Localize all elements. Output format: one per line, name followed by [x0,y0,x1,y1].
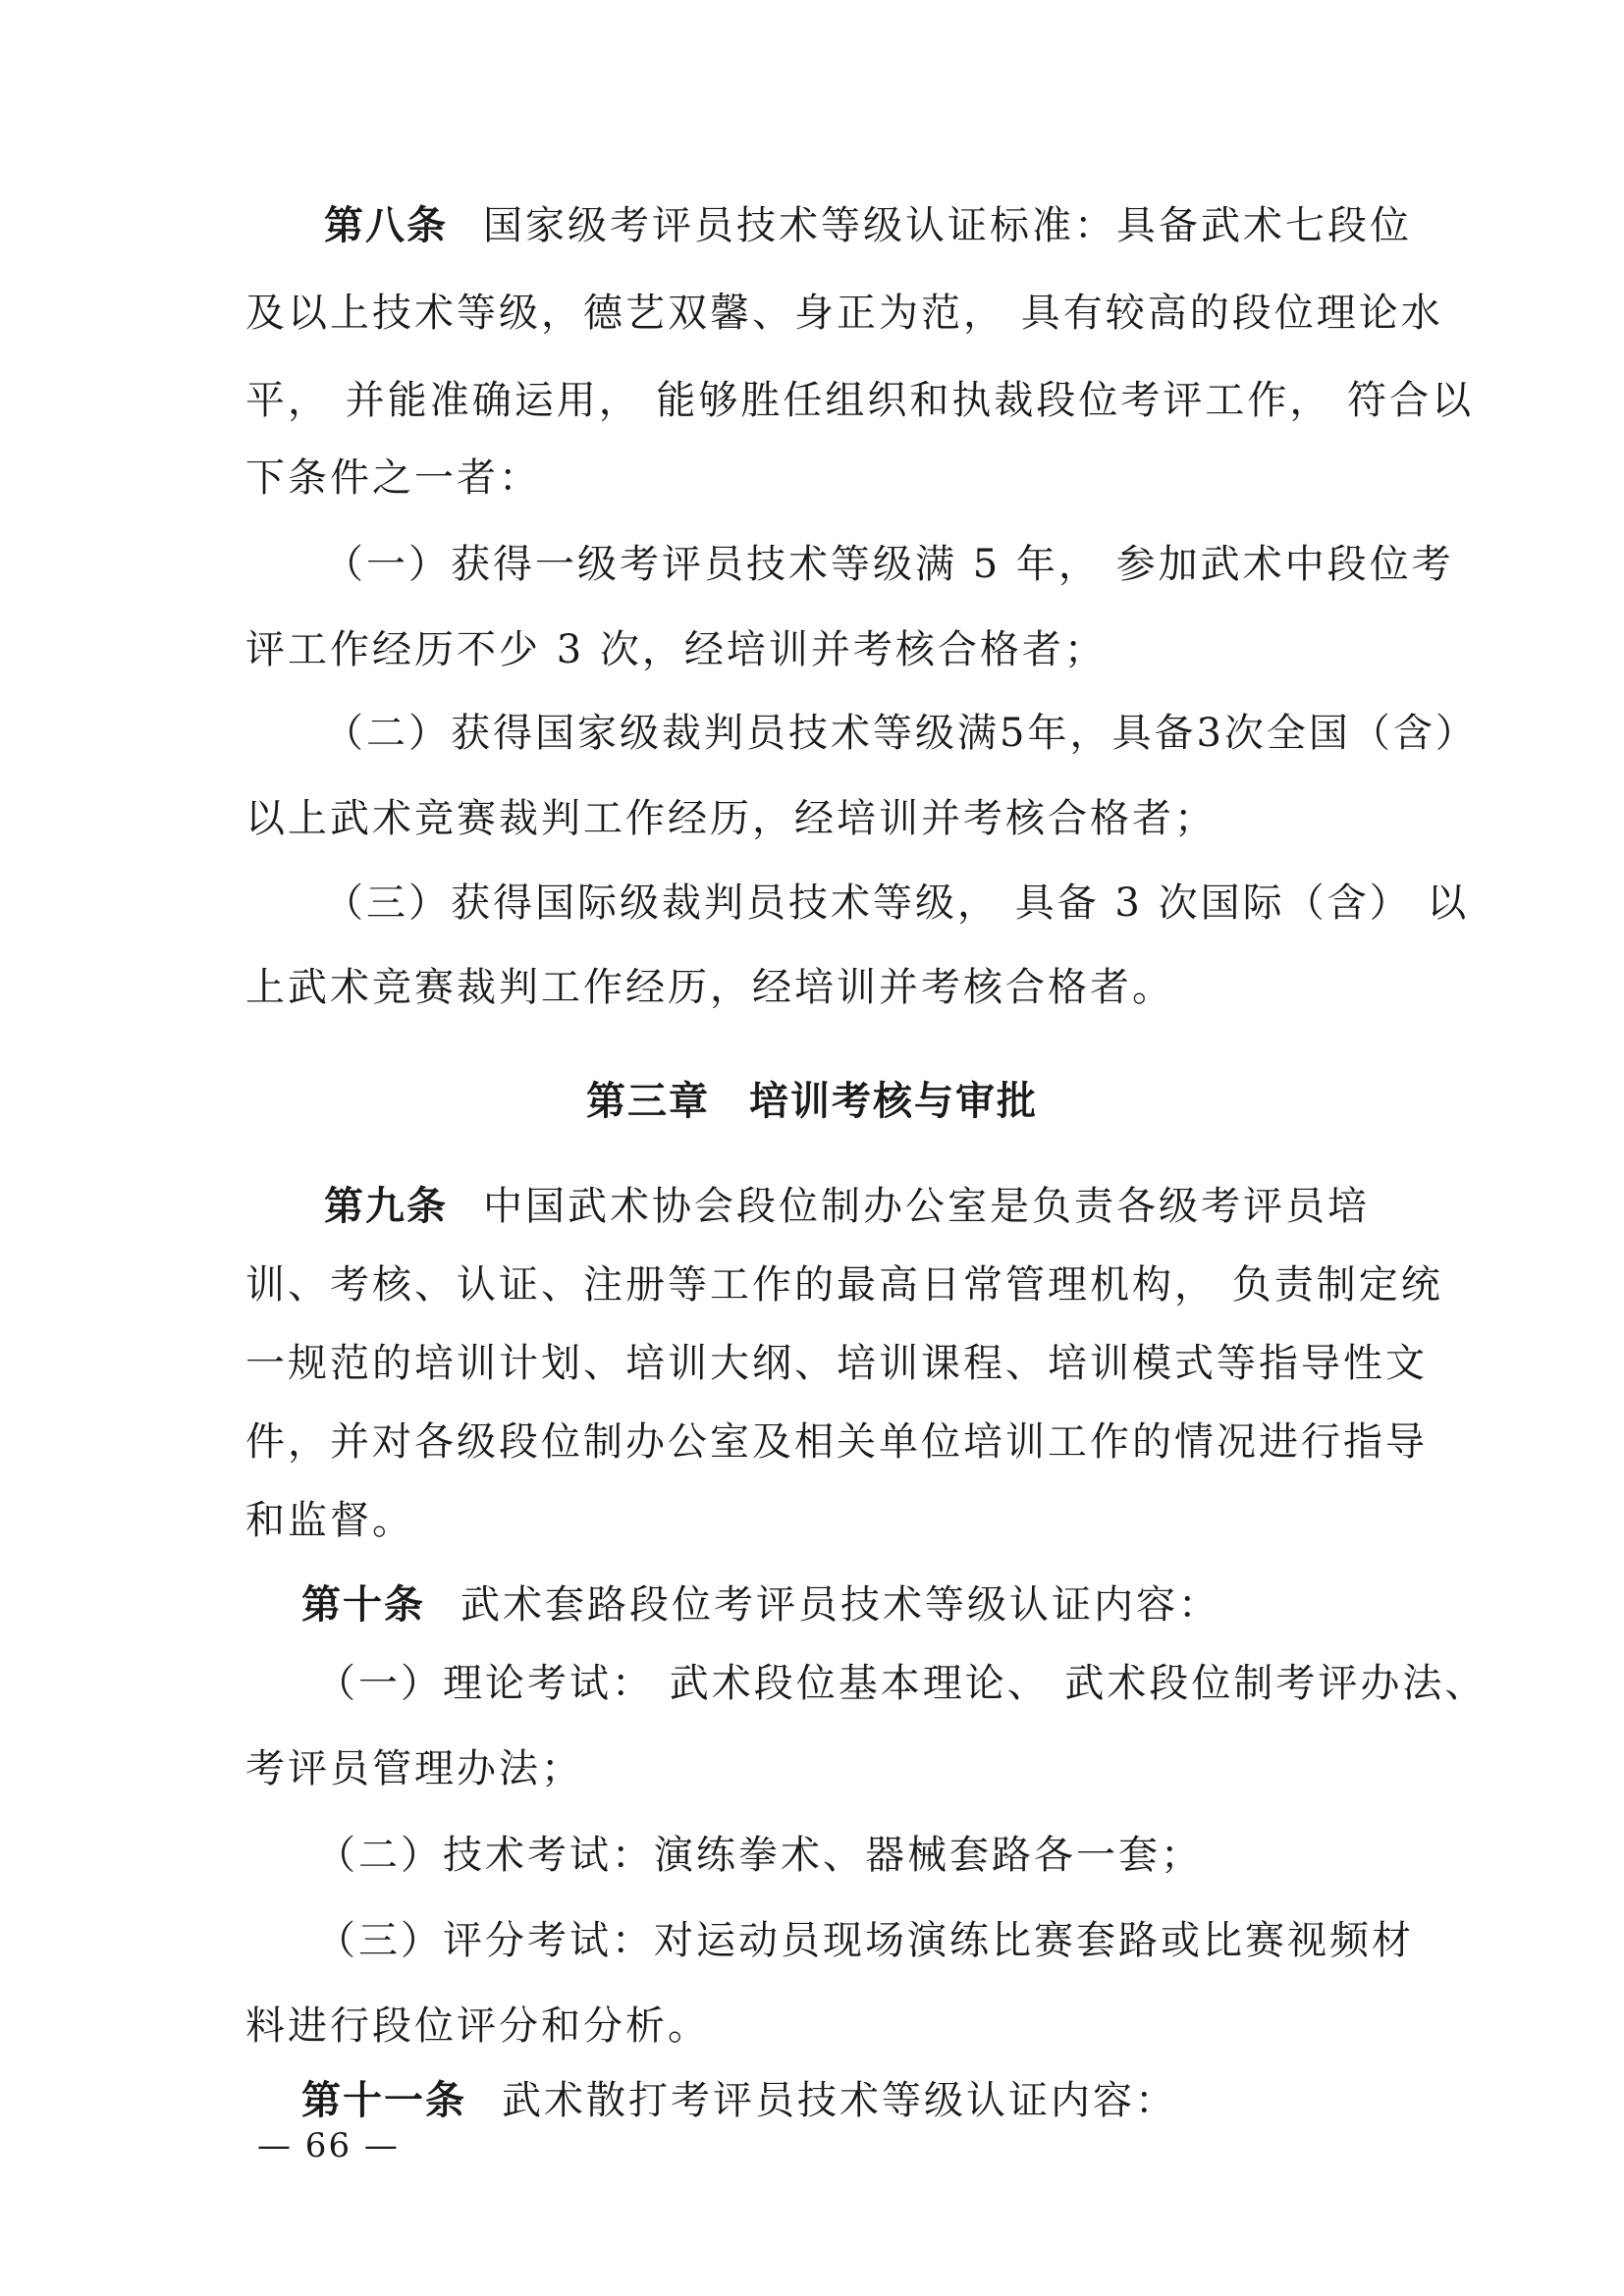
article-9-text: 中国武术协会段位制办公室是负责各级考评员培 [483,1184,1370,1229]
article-9-line-1 [324,1183,1370,1230]
article-8-item-2-line-1: （二）获得国家级裁判员技术等级满5年，具备3次全国（含） [324,711,1478,756]
article-11-text: 武术散打考评员技术等级认证内容： [502,2078,1177,2123]
article-9-line-5: 和监督。 [245,1498,414,1543]
article-9-title: 第九条 [324,1184,448,1229]
article-9-line-2: 训、考核、认证、注册等工作的最高日常管理机构， 负责制定统 [245,1262,1443,1308]
article-8-item-1-line-2: 评工作经历不少 3 次，经培训并考核合格者； [245,627,1107,672]
article-8-line-4: 下条件之一者： [245,455,541,501]
article-10-item-3-line-1: （三）评分考试：对运动员现场演练比赛套路或比赛视频材 [316,1918,1414,1963]
article-8-line-2: 及以上技术等级，德艺双馨、身正为范， 具有较高的段位理论水 [245,291,1443,336]
article-10-line-1 [301,1581,1220,1629]
page-number: — 66 — [257,2126,400,2165]
article-9-line-4: 件，并对各级段位制办公室及相关单位培训工作的情况进行指导 [245,1419,1428,1465]
article-8-title: 第八条 [324,203,448,248]
article-9-line-3: 一规范的培训计划、培训大纲、培训课程、培训模式等指导性文 [245,1341,1428,1386]
article-10-item-2-line-1: （二）技术考试：演练拳术、器械套路各一套； [316,1833,1203,1878]
article-10-title: 第十条 [301,1582,425,1628]
article-10-item-1-line-1: （一）理论考试： 武术段位基本理论、 武术段位制考评办法、 [316,1661,1488,1706]
article-8-item-2-line-2: 以上武术竞赛裁判工作经历，经培训并考核合格者； [245,796,1217,841]
article-10-text: 武术套路段位考评员技术等级认证内容： [460,1582,1220,1628]
article-11-line-1 [301,2077,1177,2124]
article-10-item-1-line-2: 考评员管理办法； [245,1746,583,1791]
article-8-item-3-line-2: 上武术竞赛裁判工作经历，经培训并考核合格者。 [245,965,1174,1010]
article-8-line-1 [324,202,1412,249]
chapter-title: 培训考核与审批 [749,1079,1038,1124]
article-8-item-3-line-1: （三）获得国际级裁判员技术等级， 具备 3 次国际（含） 以 [324,881,1470,926]
article-8-item-1-line-1: （一）获得一级考评员技术等级满 5 年， 参加武术中段位考 [324,542,1454,587]
chapter-heading [0,1078,1624,1125]
article-8-text: 国家级考评员技术等级认证标准：具备武术七段位 [483,203,1412,248]
article-8-line-3: 平， 并能准确运用， 能够胜任组织和执裁段位考评工作， 符合以 [245,378,1475,423]
article-11-title: 第十一条 [301,2078,466,2123]
article-10-item-3-line-2: 料进行段位评分和分析。 [245,2003,710,2049]
chapter-number: 第三章 [586,1079,710,1124]
